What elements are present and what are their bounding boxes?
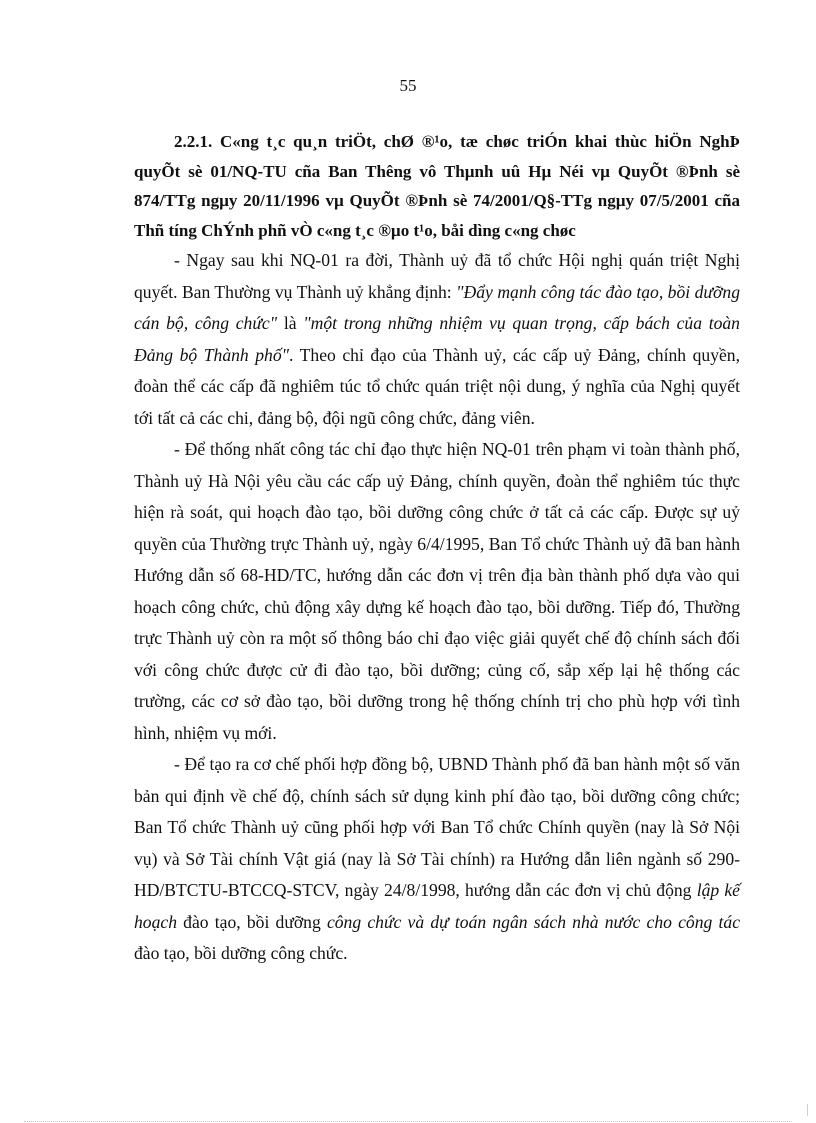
section-heading: 2.2.1. C«ng t¸c qu¸n triÖt, chØ ®¹o, tæ chøc triÓn khai thùc hiÖn NghÞ quyÕt sè 01/NQ-TU cña Ban Thêng vô Thµnh uû Hµ Néi vµ QuyÕt ®Þnh sè 874/TTg ngµy 20/11/1996 vµ QuyÕt ®Þnh sè 74/2001/Q§-TTg ngµy 07/5/2001 cña Thñ tíng ChÝnh phñ vÒ c«ng t¸c ®µo t¹o, båi dìng c«ng chøc — [134, 132, 740, 240]
paragraph-1-quote-2: "một trong những nhiệm vụ quan trọng, cấp bách của toàn Đảng bộ Thành phố" — [134, 313, 740, 365]
paragraph-1-text-e: . Theo chỉ đạo của Thành uỷ, các cấp uỷ Đảng, chính quyền, đoàn thể các cấp đã nghiêm túc tổ chức quán triệt nội dung, ý nghĩa của Nghị quyết tới tất cả các chi, đảng bộ, đội ngũ công chức, đảng viên. — [134, 344, 741, 428]
page-corner-mark — [801, 1104, 808, 1116]
paragraph-1-quote-1: "Đẩy mạnh công tác đào tạo, bồi dưỡng cán bộ, công chức" — [134, 281, 740, 334]
paragraph-3 — [134, 749, 740, 970]
paragraph-3-italic-1: lập kế hoạch — [134, 880, 740, 932]
paragraph-3-text-e: đào tạo, bồi dưỡng công chức. — [134, 943, 348, 964]
paragraph-1 — [134, 245, 740, 434]
document-body — [134, 127, 740, 970]
paragraph-3-text-c: đào tạo, bồi dưỡng — [177, 911, 327, 932]
paragraph-3-italic-2: công chức và dự toán ngân sách nhà nước cho công tác — [326, 911, 741, 932]
paragraph-1-text-c: là — [277, 313, 304, 334]
paragraph-2: - Để thống nhất công tác chỉ đạo thực hiện NQ-01 trên phạm vi toàn thành phố, Thành uỷ Hà Nội yêu cầu các cấp uỷ Đảng, chính quyền, đoàn thể nghiêm túc thực hiện rà soát, qui hoạch đào tạo, bồi dưỡng công chức ở tất cả các cấp. Được sự uỷ quyền của Thường trực Thành uỷ, ngày 6/4/1995, Ban Tổ chức Thành uỷ đã ban hành Hướng dẫn số 68-HD/TC, hướng dẫn các đơn vị trên địa bàn thành phố dựa vào qui hoạch công chức, chủ động xây dựng kế hoạch đào tạo, bồi dưỡng. Tiếp đó, Thường trực Thành uỷ còn ra một số thông báo chỉ đạo việc giải quyết chế độ chính sách đối với công chức được cử đi đào tạo, bồi dưỡng; củng cố, sắp xếp lại hệ thống các trường, các cơ sở đào tạo, bồi dưỡng trong hệ thống chính trị cho phù hợp với tình hình, nhiệm vụ mới. — [134, 439, 740, 743]
page-bottom-divider — [24, 1121, 792, 1122]
paragraph-3-text-a: - Để tạo ra cơ chế phối hợp đồng bộ, UBND Thành phố đã ban hành một số văn bản qui định về chế độ, chính sách sử dụng kinh phí đào tạo, bồi dưỡng công chức; Ban Tổ chức Thành uỷ cũng phối hợp với Ban Tổ chức Chính quyền (nay là Sở Nội vụ) và Sở Tài chính Vật giá (nay là Sở Tài chính) ra Hướng dẫn liên ngành số 290-HD/BTCTU-BTCCQ-STCV, ngày 24/8/1998, hướng dẫn các đơn vị chủ động — [134, 754, 740, 901]
page-number: 55 — [399, 76, 417, 95]
paragraph-1-text-a: - Ngay sau khi NQ-01 ra đời, Thành uỷ đã tổ chức Hội nghị quán triệt Nghị quyết. Ban Thường vụ Thành uỷ khẳng định: — [134, 250, 740, 302]
